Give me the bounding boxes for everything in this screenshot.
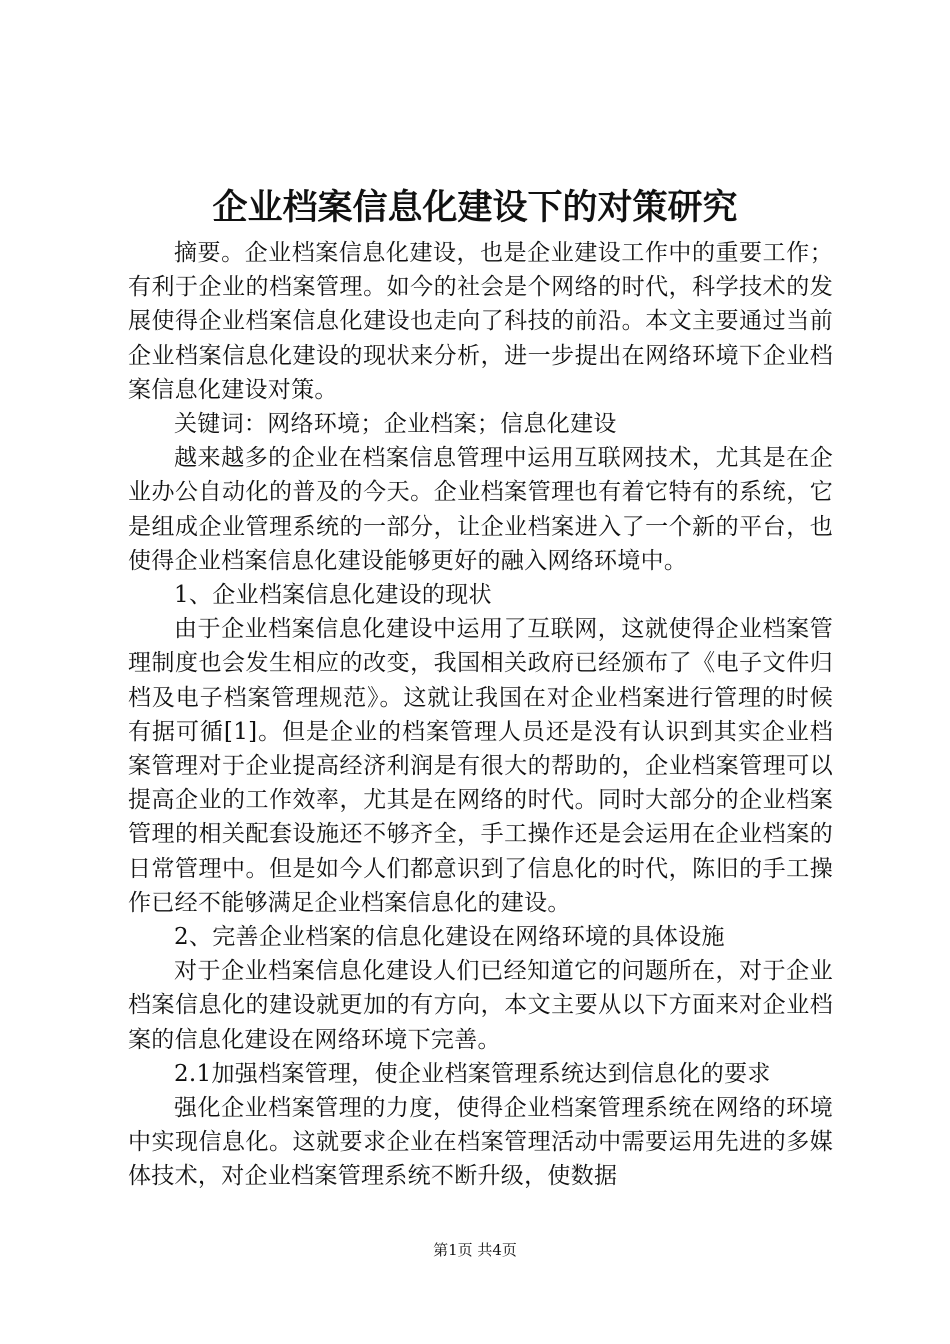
document-title: 企业档案信息化建设下的对策研究 [212, 187, 738, 228]
section-2-paragraph: 对于企业档案信息化建设人们已经知道它的问题所在，对于企业档案信息化的建设就更加的有方向，本文主要从以下方面来对企业档案的信息化建设在网络环境下完善。 [128, 958, 833, 1053]
page-footer: 第1页 共4页 [433, 1241, 517, 1259]
subsection-2-1-paragraph: 强化企业档案管理的力度，使得企业档案管理系统在网络的环境中实现信息化。这就要求企业在档案管理活动中需要运用先进的多媒体技术，对企业档案管理系统不断升级，使数据 [128, 1095, 833, 1190]
document-body [128, 236, 833, 1194]
keywords-paragraph: 关键词：网络环境；企业档案；信息化建设 [174, 411, 617, 438]
intro-paragraph: 越来越多的企业在档案信息管理中运用互联网技术，尤其是在企业办公自动化的普及的今天。企业档案管理也有着它特有的系统，它是组成企业管理系统的一部分，让企业档案进入了一个新的平台，也使得企业档案信息化建设能够更好的融入网络环境中。 [128, 445, 833, 574]
section-heading-2: 2、完善企业档案的信息化建设在网络环境的具体设施 [174, 924, 725, 951]
abstract-paragraph: 摘要。企业档案信息化建设，也是企业建设工作中的重要工作；有利于企业的档案管理。如今的社会是个网络的时代，科学技术的发展使得企业档案信息化建设也走向了科技的前沿。本文主要通过当前企业档案信息化建设的现状来分析，进一步提出在网络环境下企业档案信息化建设对策。 [128, 240, 833, 403]
subsection-heading-2-1: 2.1加强档案管理，使企业档案管理系统达到信息化的要求 [174, 1060, 771, 1087]
section-heading-1: 1、企业档案信息化建设的现状 [174, 582, 492, 609]
section-1-paragraph: 由于企业档案信息化建设中运用了互联网，这就使得企业档案管理制度也会发生相应的改变，我国相关政府已经颁布了《电子文件归档及电子档案管理规范》。这就让我国在对企业档案进行管理的时候有据可循[1]。但是企业的档案管理人员还是没有认识到其实企业档案管理对于企业提高经济利润是有很大的帮助的，企业档案管理可以提高企业的工作效率，尤其是在网络的时代。同时大部分的企业档案管理的相关配套设施还不够齐全，手工操作还是会运用在企业档案的日常管理中。但是如今人们都意识到了信息化的时代，陈旧的手工操作已经不能够满足企业档案信息化的建设。 [128, 616, 833, 916]
